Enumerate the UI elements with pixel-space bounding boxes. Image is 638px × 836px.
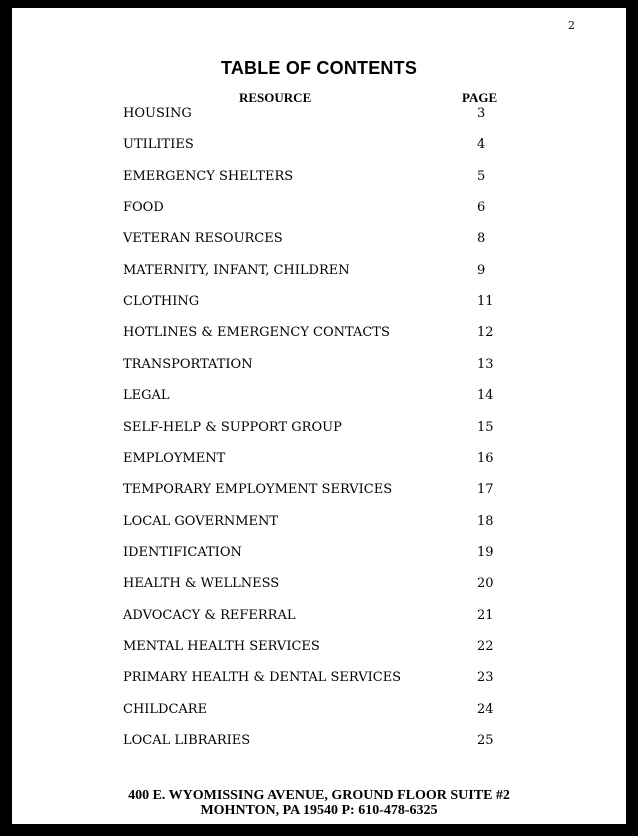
- toc-entry-page: 17: [477, 482, 494, 497]
- toc-entry-page: 22: [477, 639, 494, 654]
- toc-entry-page: 21: [477, 608, 494, 623]
- toc-entry-page: 24: [477, 702, 494, 717]
- toc-entry: [0, 357, 638, 375]
- toc-entry: [0, 670, 638, 688]
- toc-entry-page: 16: [477, 451, 494, 466]
- toc-entry-page: 12: [477, 325, 494, 340]
- toc-entry-page: 23: [477, 670, 494, 685]
- toc-entry-label: EMPLOYMENT: [123, 451, 226, 466]
- toc-entry-label: CLOTHING: [123, 294, 200, 309]
- toc-entry-label: HOTLINES & EMERGENCY CONTACTS: [123, 325, 390, 340]
- toc-entry-label: LOCAL LIBRARIES: [123, 733, 251, 748]
- toc-entry: [0, 263, 638, 281]
- toc-entry-label: HEALTH & WELLNESS: [123, 576, 280, 591]
- toc-entry: [0, 294, 638, 312]
- toc-entry-label: LOCAL GOVERNMENT: [123, 514, 279, 529]
- toc-entry: [0, 514, 638, 532]
- toc-entry-page: 19: [477, 545, 494, 560]
- toc-entry-label: EMERGENCY SHELTERS: [123, 169, 294, 184]
- toc-entry: [0, 420, 638, 438]
- toc-entry-label: SELF-HELP & SUPPORT GROUP: [123, 420, 342, 435]
- toc-entry: [0, 325, 638, 343]
- toc-entry-label: MENTAL HEALTH SERVICES: [123, 639, 320, 654]
- toc-entry-page: 15: [477, 420, 494, 435]
- toc-entry: [0, 482, 638, 500]
- toc-entry-page: 9: [477, 263, 486, 278]
- toc-entry-label: IDENTIFICATION: [123, 545, 242, 560]
- toc-entry-label: LEGAL: [123, 388, 170, 403]
- toc-entry: [0, 545, 638, 563]
- toc-entry: [0, 451, 638, 469]
- page-title: TABLE OF CONTENTS: [220, 58, 418, 78]
- page-column-header: PAGE: [462, 90, 498, 105]
- toc-entry-label: UTILITIES: [123, 137, 194, 152]
- footer-address: 400 E. WYOMISSING AVENUE, GROUND FLOOR SUITE #2: [128, 788, 510, 803]
- toc-entry-label: VETERAN RESOURCES: [123, 231, 283, 246]
- toc-entry: [0, 169, 638, 187]
- footer-contact: MOHNTON, PA 19540 P: 610-478-6325: [200, 803, 438, 818]
- toc-entry-page: 8: [477, 231, 486, 246]
- toc-entry-page: 14: [477, 388, 494, 403]
- toc-entry-page: 6: [477, 200, 486, 215]
- toc-entry-page: 20: [477, 576, 494, 591]
- toc-entry-label: FOOD: [123, 200, 164, 215]
- toc-entry-page: 25: [477, 733, 494, 748]
- toc-entry: [0, 702, 638, 720]
- toc-entry: [0, 106, 638, 124]
- toc-entry: [0, 576, 638, 594]
- toc-entry-page: 3: [477, 106, 486, 121]
- toc-entry: [0, 639, 638, 657]
- toc-entry: [0, 231, 638, 249]
- toc-entry-label: MATERNITY, INFANT, CHILDREN: [123, 263, 350, 278]
- toc-entry: [0, 388, 638, 406]
- toc-entry-page: 18: [477, 514, 494, 529]
- toc-entry: [0, 733, 638, 751]
- toc-entry-label: ADVOCACY & REFERRAL: [123, 608, 296, 623]
- toc-entry-label: TRANSPORTATION: [123, 357, 253, 372]
- toc-entry: [0, 200, 638, 218]
- toc-entry-page: 11: [477, 294, 494, 309]
- resource-column-header: RESOURCE: [239, 90, 312, 105]
- toc-entry: [0, 137, 638, 155]
- toc-entry: [0, 608, 638, 626]
- toc-entry-page: 13: [477, 357, 494, 372]
- toc-entry-label: PRIMARY HEALTH & DENTAL SERVICES: [123, 670, 402, 685]
- page-number: 2: [568, 19, 575, 32]
- toc-entry-label: HOUSING: [123, 106, 192, 121]
- toc-entry-label: TEMPORARY EMPLOYMENT SERVICES: [123, 482, 393, 497]
- toc-entry-label: CHILDCARE: [123, 702, 208, 717]
- toc-entry-page: 5: [477, 169, 486, 184]
- toc-entry-page: 4: [477, 137, 486, 152]
